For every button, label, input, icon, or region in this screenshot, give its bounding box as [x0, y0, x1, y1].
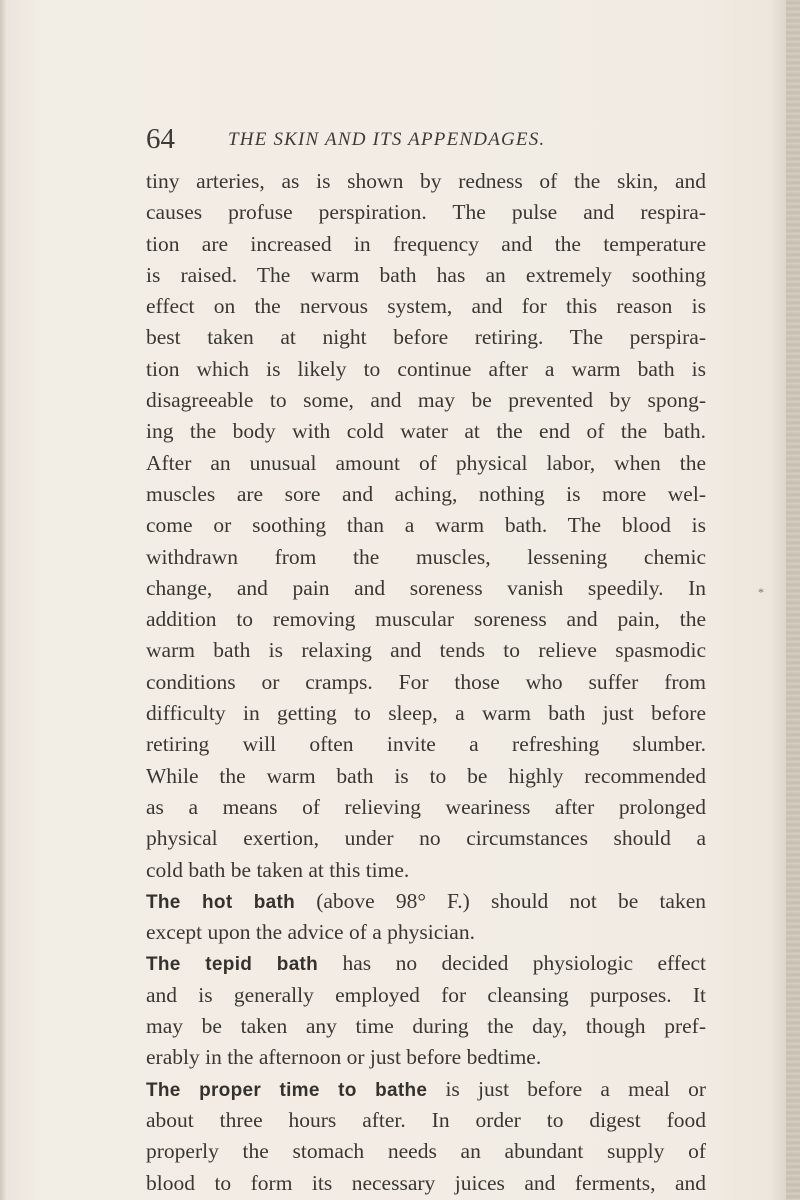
- line-text: muscles are sore and aching, nothing is more wel-: [146, 481, 706, 506]
- line-text: tion which is likely to continue after a warm bath is: [146, 356, 706, 381]
- text-line: [146, 1011, 706, 1042]
- text-line: [146, 260, 706, 291]
- text-line: [146, 1074, 706, 1105]
- text-line: [146, 917, 706, 948]
- line-text: After an unusual amount of physical labor, when the: [146, 450, 706, 475]
- line-text: tion are increased in frequency and the temperature: [146, 231, 706, 256]
- line-text: and is generally employed for cleansing purposes. It: [146, 982, 706, 1007]
- text-line: [146, 291, 706, 322]
- line-text: change, and pain and soreness vanish speedily. In: [146, 575, 706, 600]
- text-line: [146, 1042, 706, 1073]
- text-line: [146, 166, 706, 197]
- body-text: [146, 166, 706, 1199]
- text-line: [146, 855, 706, 886]
- line-text: retiring will often invite a refreshing slumber.: [146, 732, 706, 757]
- text-line: [146, 948, 706, 979]
- line-text: physical exertion, under no circumstances should a: [146, 826, 706, 851]
- text-line: [146, 980, 706, 1011]
- text-line: [146, 886, 706, 917]
- text-line: [146, 1105, 706, 1136]
- page-header: [146, 122, 666, 156]
- paragraph-lead: The proper time to bathe: [146, 1079, 428, 1101]
- line-text: about three hours after. In order to digest food: [146, 1107, 706, 1132]
- line-text: ing the body with cold water at the end of the bath.: [146, 419, 706, 444]
- paragraph-lead: The tepid bath: [146, 954, 319, 976]
- text-line: [146, 604, 706, 635]
- line-text: has no decided physiologic effect: [318, 951, 706, 976]
- text-line: [146, 322, 706, 353]
- text-line: [146, 385, 706, 416]
- line-text: effect on the nervous system, and for this reason is: [146, 294, 706, 319]
- text-line: [146, 448, 706, 479]
- text-line: [146, 823, 706, 854]
- text-line: [146, 354, 706, 385]
- text-line: [146, 229, 706, 260]
- line-text: withdrawn from the muscles, lessening chemic: [146, 544, 706, 569]
- line-text: warm bath is relaxing and tends to relieve spasmodic: [146, 638, 706, 663]
- line-text: disagreeable to some, and may be prevented by spong-: [146, 388, 706, 413]
- line-text: best taken at night before retiring. The perspira-: [146, 325, 706, 350]
- text-line: [146, 729, 706, 760]
- line-text: blood to form its necessary juices and ferments, and: [146, 1170, 706, 1195]
- running-head: THE SKIN AND ITS APPENDAGES.: [228, 129, 546, 150]
- line-text: is raised. The warm bath has an extremely soothing: [146, 262, 706, 287]
- text-line: [146, 416, 706, 447]
- text-line: [146, 479, 706, 510]
- line-text: conditions or cramps. For those who suffer from: [146, 669, 706, 694]
- page-number: 64: [146, 123, 175, 155]
- line-text: difficulty in getting to sleep, a warm bath just before: [146, 701, 706, 726]
- line-text: properly the stomach needs an abundant supply of: [146, 1139, 706, 1164]
- line-text: causes profuse perspiration. The pulse and respira-: [146, 200, 706, 225]
- text-line: [146, 510, 706, 541]
- text-line: [146, 573, 706, 604]
- line-text: addition to removing muscular soreness and pain, the: [146, 607, 706, 632]
- text-line: [146, 1136, 706, 1167]
- line-text: come or soothing than a warm bath. The blood is: [146, 513, 706, 538]
- line-text: as a means of relieving weariness after prolonged: [146, 794, 706, 819]
- line-text: tiny arteries, as is shown by redness of the skin, and: [146, 169, 706, 193]
- line-text: While the warm bath is to be highly recommended: [146, 763, 706, 788]
- paragraph-lead: The hot bath: [146, 891, 296, 913]
- text-line: [146, 761, 706, 792]
- line-text: is just before a meal or: [427, 1076, 706, 1101]
- margin-mark: *: [758, 585, 764, 599]
- text-line: [146, 542, 706, 573]
- text-line: [146, 1168, 706, 1199]
- line-text: may be taken any time during the day, though pref-: [146, 1014, 706, 1039]
- text-line: [146, 635, 706, 666]
- page-right-edge: [786, 0, 800, 1200]
- line-text: (above 98° F.) should not be taken: [295, 888, 706, 913]
- line-text: erably in the afternoon or just before bedtime.: [146, 1045, 542, 1070]
- text-line: [146, 197, 706, 228]
- text-line: [146, 792, 706, 823]
- text-line: [146, 667, 706, 698]
- line-text: cold bath be taken at this time.: [146, 857, 410, 882]
- line-text: except upon the advice of a physician.: [146, 920, 475, 945]
- page-left-edge: [0, 0, 6, 1200]
- text-line: [146, 698, 706, 729]
